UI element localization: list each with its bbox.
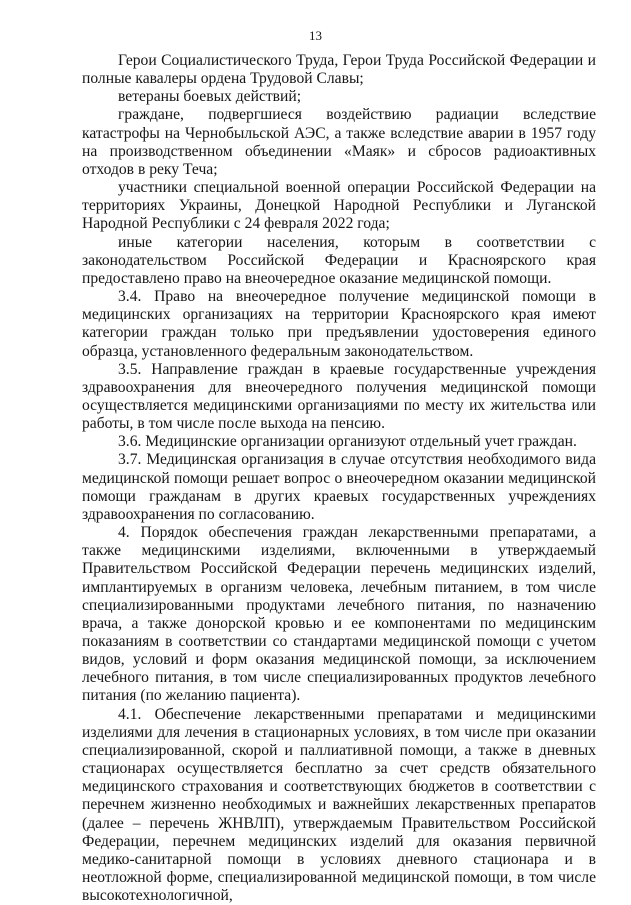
paragraph-other-categories: иные категории населения, которым в соответствии с законодательством Российской Федерации и Красноярского края предоставлено право на внеочередное оказание медицинской помощи.: [82, 233, 596, 287]
paragraph-3-5: 3.5. Направление граждан в краевые государственные учреждения здравоохранения для внеочередного получения медицинской помощи осуществляется медицинскими организациями по месту их жительства или работы, в том числе после выхода на пенсию.: [82, 360, 596, 433]
paragraph-svo-participants: участники специальной военной операции Российской Федерации на территориях Украины, Донецкой Народной Республики и Луганской Народной Республики с 24 февраля 2022 года;: [82, 179, 596, 233]
page-number: 13: [309, 28, 322, 43]
paragraph-veterans: ветераны боевых действий;: [118, 88, 302, 106]
paragraph-3-7: 3.7. Медицинская организация в случае отсутствия необходимого вида медицинской помощи решает вопрос о внеочередном оказании медицинской помощи гражданам в других краевых государственных учреждениях здравоохранения по согласованию.: [82, 451, 596, 523]
document-body: [82, 52, 596, 905]
paragraph-radiation: граждане, подвергшиеся воздействию радиации вследствие катастрофы на Чернобыльской АЭС, а также вследствие аварии в 1957 году на производственном объединении «Маяк» и сбросов радиоактивных отходов в реку Теча;: [82, 106, 596, 178]
paragraph-3-4: 3.4. Право на внеочередное получение медицинской помощи в медицинских организациях на территории Красноярского края имеют категории граждан только при предъявлении удостоверения единого образца, установленного федеральным законодательством.: [82, 288, 596, 360]
paragraph-heroes: Герои Социалистического Труда, Герои Труда Российской Федерации и полные кавалеры ордена Трудовой Славы;: [82, 52, 596, 88]
paragraph-4: 4. Порядок обеспечения граждан лекарственными препаратами, а также медицинскими изделиями, включенными в утверждаемый Правительством Российской Федерации перечень медицинских изделий, имплантируемых в организм человека, лечебным питанием, в том числе специализированными продуктами лечебного питания, по назначению врача, а также донорской кровью и ее компонентами по медицинским показаниям в соответствии со стандартами медицинской помощи с учетом видов, условий и форм оказания медицинской помощи, за исключением лечебного питания, в том числе специализированных продуктов лечебного питания (по желанию пациента).: [82, 524, 596, 705]
paragraph-4-1: 4.1. Обеспечение лекарственными препаратами и медицинскими изделиями для лечения в стационарных условиях, в том числе при оказании специализированной, скорой и паллиативной помощи, а также в дневных стационарах осуществляется бесплатно за счет средств обязательного медицинского страхования и соответствующих бюджетов в соответствии с перечнем жизненно необходимых и важнейших лекарственных препаратов (далее – перечень ЖНВЛП), утверждаемым Правительством Российской Федерации, перечнем медицинских изделий для оказания первичной медико-санитарной помощи в условиях дневного стационара и в неотложной форме, специализированной медицинской помощи, в том числе высокотехнологичной,: [82, 705, 596, 905]
paragraph-3-6: 3.6. Медицинские организации организуют отдельный учет граждан.: [118, 433, 577, 451]
